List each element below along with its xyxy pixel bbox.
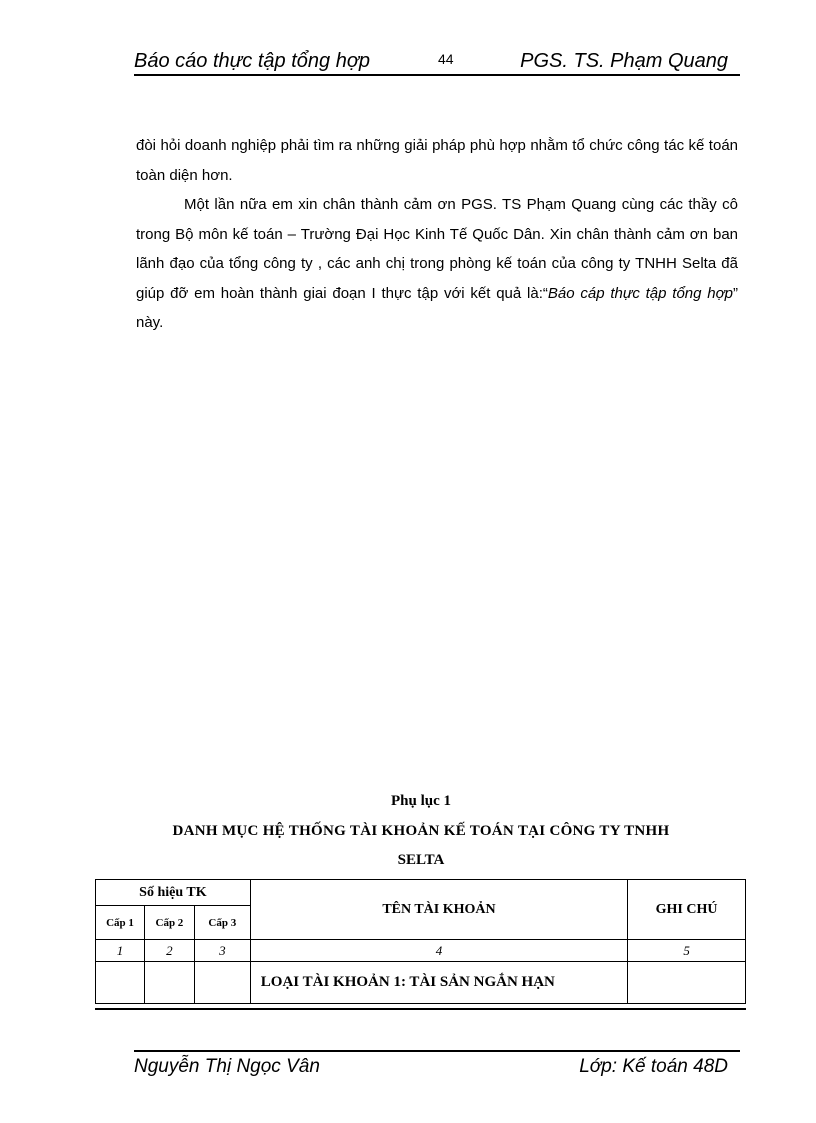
page-header [134,44,740,76]
header-cap-1: Cấp 1 [96,906,145,940]
appendix-label: Phụ lục 1 [390,793,451,809]
header-ghi-chu: GHI CHÚ [628,880,746,940]
page-footer [134,1050,740,1082]
body-text [136,131,738,338]
paragraph-2-end: ” này. [136,284,739,331]
index-cell: 3 [194,940,250,962]
index-cell: 5 [628,940,746,962]
paragraph-2 [136,190,738,338]
appendix-heading [96,788,746,874]
footer-author: Nguyễn Thị Ngọc Vân [134,1056,320,1077]
report-title-italic: Báo cáp thực tập tổng hợp [547,284,734,302]
table-bottom-rule [95,1008,746,1010]
table-index-row [96,940,746,962]
index-cell: 4 [250,940,627,962]
page-number: 44 [438,51,454,67]
accounts-table [95,879,746,1004]
appendix-title-line2: SELTA [397,852,445,868]
cell-account-name: LOẠI TÀI KHOẢN 1: TÀI SẢN NGẮN HẠN [250,962,627,1004]
cell-note [628,962,746,1004]
index-cell: 2 [144,940,194,962]
header-so-hieu-tk: Số hiệu TK [96,880,251,906]
index-cell: 1 [96,940,145,962]
paragraph-2-text: Một lần nữa em xin chân thành cảm ơn PGS. TS Phạm Quang cùng các thầy cô trong Bộ môn kế toán – Trường Đại Học Kinh Tế Quốc Dân. Xin chân thành cảm ơn ban lãnh đạo của tổng công ty , các anh chị trong phòng kế toán của công ty TNHH Selta đã giúp đỡ em hoàn thành giai đoạn I thực tập với kết quả là:“ [136,196,738,302]
header-cap-3: Cấp 3 [194,906,250,940]
paragraph-1: đòi hỏi doanh nghiệp phải tìm ra những giải pháp phù hợp nhằm tổ chức công tác kế toán toàn diện hơn. [136,137,738,184]
cell-cap2 [144,962,194,1004]
footer-class: Lớp: Kế toán 48D [579,1056,728,1077]
header-supervisor: PGS. TS. Phạm Quang [520,50,728,72]
header-report-title: Báo cáo thực tập tổng hợp [134,50,371,72]
table-row [96,962,746,1004]
appendix-title-line1: DANH MỤC HỆ THỐNG TÀI KHOẢN KẾ TOÁN TẠI CÔNG TY TNHH [172,823,670,839]
cell-cap3 [194,962,250,1004]
header-ten-tai-khoan: TÊN TÀI KHOẢN [250,880,627,940]
header-cap-2: Cấp 2 [144,906,194,940]
cell-cap1 [96,962,145,1004]
